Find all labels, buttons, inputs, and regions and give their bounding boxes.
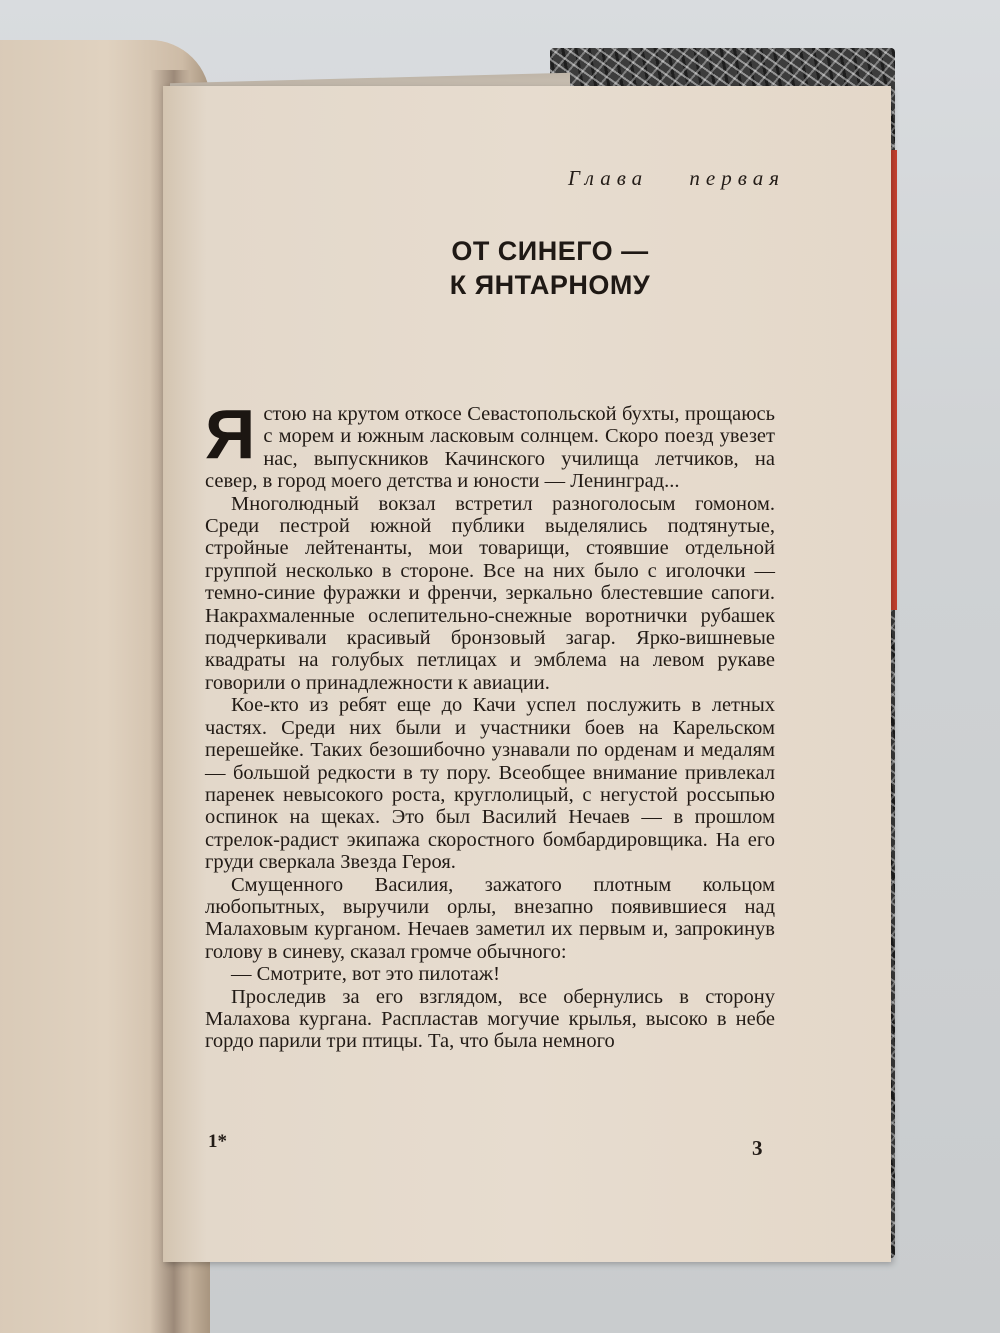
- paragraph-4: Смущенного Василия, зажатого плотным кольцом любопытных, выручили орлы, внезапно появившиеся над Малаховым курганом. Нечаев заметил их первым и, запрокинув голову в синеву, сказал громче обычного:: [205, 873, 775, 963]
- drop-cap: Я: [205, 395, 256, 473]
- paragraph-1-text: стою на крутом откосе Севастопольской бухты, прощаюсь с морем и южным ласковым солнцем. Скоро поезд увезет нас, выпускников Качинского училища летчиков, на север, в город моего детства и юности — Ленинград...: [205, 403, 775, 493]
- chapter-title-line-2: К ЯНТАРНОМУ: [449, 270, 651, 300]
- paragraph-1: [205, 395, 775, 493]
- paragraph-2: Многолюдный вокзал встретил разноголосым гомоном. Среди пестрой южной публики выделялись подтянутые, стройные лейтенанты, мои товарищи, стоявшие отдельной группой несколько в стороне. Все на них было с иголочки — темно-синие фуражки и френчи, зеркально блестевшие сапоги. Накрахмаленные ослепительно-снежные воротнички рубашек подчеркивали красивый бронзовый загар. Ярко-вишневые квадраты на голубых петлицах и эмблема на левом рукаве говорили о принадлежности к авиации.: [205, 492, 775, 694]
- page-number: 3: [752, 1136, 763, 1160]
- paragraph-5: — Смотрите, вот это пилотаж!: [231, 963, 500, 986]
- chapter-title-line-1: ОТ СИНЕГО —: [451, 236, 649, 266]
- chapter-title: [400, 234, 700, 302]
- body-text: [205, 395, 775, 1053]
- signature-mark: 1*: [208, 1131, 227, 1152]
- chapter-heading: Глава первая: [567, 166, 785, 190]
- paragraph-3: Кое-кто из ребят еще до Качи успел послужить в летных частях. Среди них были и участники боев на Карельском перешейке. Таких безошибочно узнавали по орденам и медалям — большой редкости в ту пору. Всеобщее внимание привлекал паренек невысокого роста, круглолицый, с негустой россыпью оспинок на щеках. Это был Василий Нечаев — в прошлом стрелок-радист экипажа скоростного бомбардировщика. На его груди сверкала Звезда Героя.: [205, 694, 775, 874]
- paragraph-6: Проследив за его взглядом, все обернулись в сторону Малахова кургана. Распластав могучие крылья, высоко в небе гордо парили три птицы. Та, что была немного: [205, 985, 775, 1053]
